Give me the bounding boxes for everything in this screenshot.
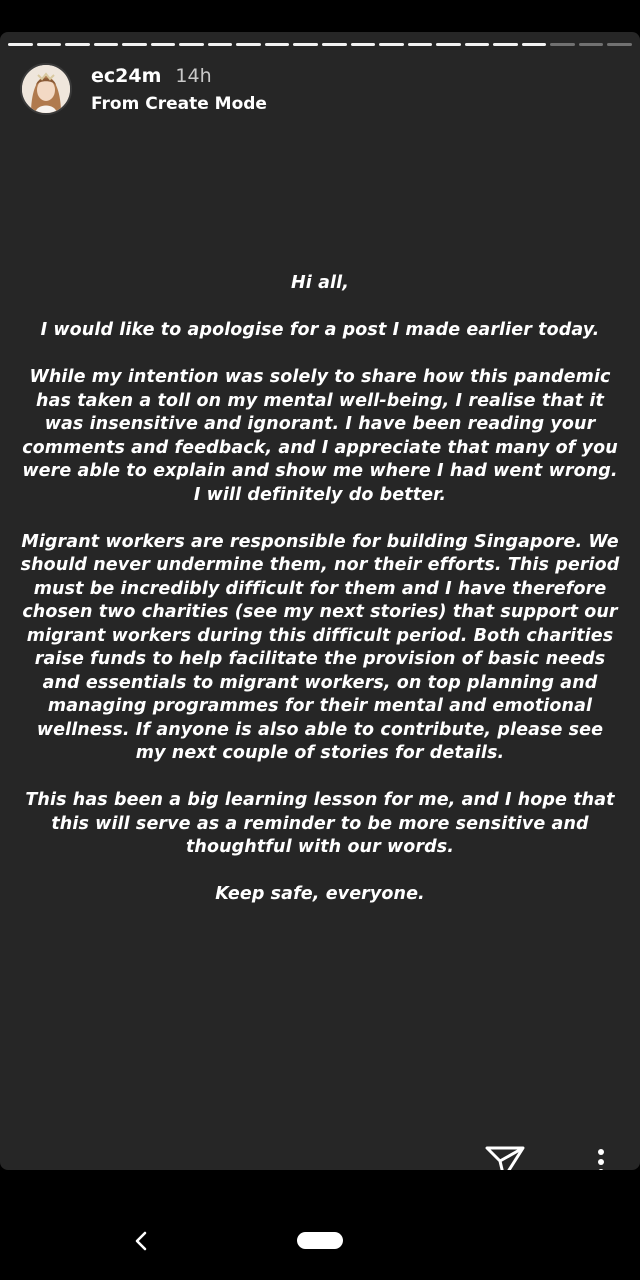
story-text <box>20 272 620 907</box>
progress-segment-fill <box>293 43 318 46</box>
progress-segment <box>379 43 404 46</box>
progress-segment-fill <box>322 43 347 46</box>
progress-segment-fill <box>94 43 119 46</box>
story-progress-bar <box>8 43 632 46</box>
progress-segment <box>522 43 547 46</box>
send-icon <box>485 1145 525 1170</box>
progress-segment <box>208 43 233 46</box>
paragraph: Hi all, <box>291 273 349 293</box>
progress-segment <box>236 43 261 46</box>
paragraph: This has been a big learning lesson for me, and I hope that this will serve as a reminder to be more sensitive and thoughtful with our words. <box>25 790 615 857</box>
progress-segment <box>408 43 433 46</box>
progress-segment <box>322 43 347 46</box>
progress-segment-fill <box>208 43 233 46</box>
paragraph: I would like to apologise for a post I made earlier today. <box>40 320 600 340</box>
progress-segment <box>8 43 33 46</box>
progress-segment-fill <box>151 43 176 46</box>
progress-segment <box>293 43 318 46</box>
status-bar <box>0 0 640 32</box>
story-subtitle[interactable]: From Create Mode <box>91 93 267 114</box>
progress-segment <box>493 43 518 46</box>
story-actions <box>0 1122 640 1170</box>
progress-segment <box>579 43 604 46</box>
progress-segment <box>179 43 204 46</box>
paragraph: Keep safe, everyone. <box>215 884 425 904</box>
progress-segment-fill <box>8 43 33 46</box>
post-time: 14h <box>175 64 212 87</box>
progress-segment-fill <box>408 43 433 46</box>
progress-segment-fill <box>179 43 204 46</box>
story-viewer[interactable] <box>0 32 640 1170</box>
progress-segment <box>607 43 632 46</box>
progress-segment-fill <box>37 43 62 46</box>
paragraph: While my intention was solely to share how this pandemic has taken a toll on my mental well-being, I realise that it was insensitive and ignorant. I have been reading your comments and feedback, and I appreciate that many of you were able to explain and show me where I had went wrong. I will definitely do better. <box>22 367 618 505</box>
story-header[interactable] <box>20 62 267 116</box>
progress-segment-fill <box>465 43 490 46</box>
more-vertical-icon <box>597 1148 605 1170</box>
username[interactable]: ec24m <box>91 64 162 87</box>
progress-segment-fill <box>236 43 261 46</box>
progress-segment-fill <box>265 43 290 46</box>
progress-segment <box>37 43 62 46</box>
progress-segment-fill <box>122 43 147 46</box>
progress-segment <box>65 43 90 46</box>
more-options-button[interactable] <box>586 1144 616 1170</box>
send-button[interactable] <box>484 1142 526 1170</box>
progress-segment <box>465 43 490 46</box>
progress-segment <box>265 43 290 46</box>
progress-segment-fill <box>65 43 90 46</box>
progress-segment <box>94 43 119 46</box>
back-button[interactable] <box>126 1226 156 1256</box>
system-navigation-bar <box>0 1170 640 1280</box>
progress-segment-fill <box>436 43 461 46</box>
progress-segment-fill <box>351 43 376 46</box>
progress-segment-fill <box>522 43 547 46</box>
avatar[interactable] <box>20 63 72 115</box>
progress-segment <box>122 43 147 46</box>
progress-segment <box>351 43 376 46</box>
progress-segment <box>151 43 176 46</box>
progress-segment-fill <box>379 43 404 46</box>
progress-segment <box>550 43 575 46</box>
progress-segment-fill <box>493 43 518 46</box>
profile-photo-icon <box>22 65 70 113</box>
home-pill-icon[interactable] <box>297 1232 343 1249</box>
progress-segment <box>436 43 461 46</box>
back-chevron-icon <box>133 1230 149 1252</box>
paragraph: Migrant workers are responsible for building Singapore. We should never undermine them, nor their efforts. This period must be incredibly difficult for them and I have therefore chosen two charities (see my next stories) that support our migrant workers during this difficult period. Both charities raise funds to help facilitate the provision of basic needs and essentials to migrant workers, on top planning and managing programmes for their mental and emotional wellness. If anyone is also able to contribute, please see my next couple of stories for details. <box>20 531 620 763</box>
story-meta <box>91 65 267 114</box>
